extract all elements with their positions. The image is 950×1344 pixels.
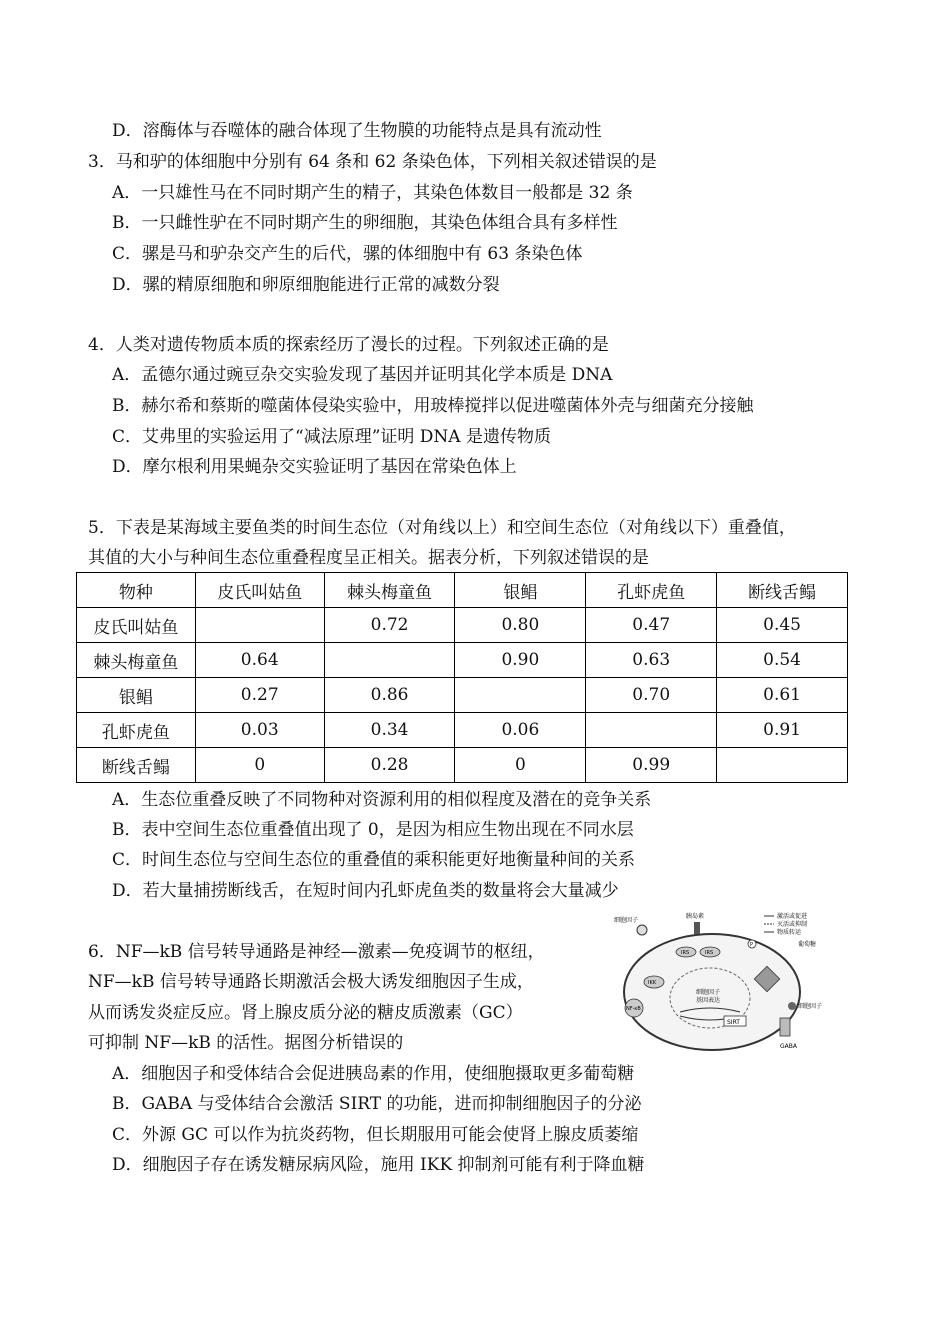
q6-stem-line3: 从而诱发炎症反应。肾上腺皮质分泌的糖皮质激素（GC） [88,1003,523,1023]
table-header-cell: 物种 [77,573,196,608]
cytokine-out-icon [788,1002,796,1010]
table-cell: 0.27 [195,678,324,713]
q4-option-c: C．艾弗里的实验运用了“减法原理”证明 DNA 是遗传物质 [112,427,551,447]
phosphate-label: P [750,942,754,948]
q4-option-b: B．赫尔希和蔡斯的噬菌体侵染实验中，用玻棒搅拌以促进噬菌体外壳与细菌充分接触 [112,396,754,416]
irs-label-1: IRS [681,950,690,956]
table-header-cell: 棘头梅童鱼 [324,573,455,608]
table-cell: 0.72 [324,608,455,643]
legend-inhibit: 灭活或抑制 [777,921,808,928]
q3-stem: 3．马和驴的体细胞中分别有 64 条和 62 条染色体，下列相关叙述错误的是 [88,152,657,172]
table-cell: 0.63 [586,643,717,678]
insulin-label: 胰岛素 [686,913,705,920]
table-cell: 0.28 [324,748,455,783]
table-cell: 0.64 [195,643,324,678]
table-cell [324,643,455,678]
glucose-label: 葡萄糖 [798,941,817,948]
irs-label-2: IRS [705,950,714,956]
q3-option-b: B．一只雌性驴在不同时期产生的卵细胞，其染色体组合具有多样性 [112,213,618,233]
table-cell: 0.86 [324,678,455,713]
q6-stem-line2: NF—kB 信号转导通路长期激活会极大诱发细胞因子生成， [88,972,534,992]
table-cell [717,748,848,783]
ikk-label: IKK [648,980,657,986]
gaba-receptor-icon [780,1018,790,1036]
q5-option-b: B．表中空间生态位重叠值出现了 0，是因为相应生物出现在不同水层 [112,820,634,840]
legend-transport: 物质转运 [777,929,802,936]
table-cell: 0.34 [324,713,455,748]
q6-stem-line4: 可抑制 NF—kB 的活性。据图分析错误的 [88,1033,404,1053]
table-cell: 0.90 [455,643,586,678]
table-row [77,678,848,713]
table-cell: 0.54 [717,643,848,678]
sirt-label: SIRT [727,1019,740,1026]
cytokine-label: 细胞因子 [614,917,639,924]
q6-option-d: D．细胞因子存在诱发糖尿病风险，施用 IKK 抑制剂可能有利于降血糖 [112,1155,645,1175]
table-cell: 0 [195,748,324,783]
table-cell: 孔虾虎鱼 [77,713,196,748]
table-header-cell: 孔虾虎鱼 [586,573,717,608]
table-cell: 0 [455,748,586,783]
q6-stem-line1: 6．NF—kB 信号转导通路是神经—激素—免疫调节的枢纽， [88,942,545,962]
table-row [77,748,848,783]
table-row [77,643,848,678]
q4-option-a: A．孟德尔通过豌豆杂交实验发现了基因并证明其化学本质是 DNA [112,365,613,385]
niche-overlap-table [76,572,848,783]
table-header-row [77,573,848,608]
table-cell: 0.61 [717,678,848,713]
q5-stem-line2: 其值的大小与种间生态位重叠程度呈正相关。据表分析，下列叙述错误的是 [88,548,649,568]
table-cell: 0.70 [586,678,717,713]
table-cell: 0.03 [195,713,324,748]
table-row [77,608,848,643]
insulin-receptor-icon [694,922,700,934]
table-cell: 断线舌鳎 [77,748,196,783]
q3-option-c: C．骡是马和驴杂交产生的后代，骡的体细胞中有 63 条染色体 [112,244,583,264]
q2-option-d: D．溶酶体与吞噬体的融合体现了生物膜的功能特点是具有流动性 [112,121,602,141]
table-header-cell: 断线舌鳎 [717,573,848,608]
table-cell: 0.91 [717,713,848,748]
table-cell: 银鲳 [77,678,196,713]
nfkb-pathway-diagram [612,908,842,1058]
gaba-label: GABA [780,1043,797,1050]
cytokine-out-label: 细胞因子 [798,1003,823,1010]
gene-label: 细胞因子 [696,989,721,996]
table-cell: 0.80 [455,608,586,643]
table-cell: 0.47 [586,608,717,643]
table-cell: 0.06 [455,713,586,748]
table-cell [195,608,324,643]
table-cell [455,678,586,713]
cytokine-receptor-icon [637,925,647,935]
q5-stem-line1: 5．下表是某海域主要鱼类的时间生态位（对角线以上）和空间生态位（对角线以下）重叠值， [88,518,796,538]
table-row [77,713,848,748]
legend-activate: 激活或促进 [777,913,808,920]
table-header-cell: 皮氏叫姑鱼 [195,573,324,608]
table-cell [586,713,717,748]
q3-option-d: D．骡的精原细胞和卵原细胞能进行正常的减数分裂 [112,275,500,295]
table-cell: 皮氏叫姑鱼 [77,608,196,643]
table-cell: 0.45 [717,608,848,643]
q6-option-b: B．GABA 与受体结合会激活 SIRT 的功能，进而抑制细胞因子的分泌 [112,1094,642,1114]
table-header-cell: 银鲳 [455,573,586,608]
table-cell: 棘头梅童鱼 [77,643,196,678]
q4-option-d: D．摩尔根利用果蝇杂交实验证明了基因在常染色体上 [112,457,517,477]
table-cell: 0.99 [586,748,717,783]
q5-option-d: D．若大量捕捞断线舌，在短时间内孔虾虎鱼类的数量将会大量减少 [112,881,619,901]
q6-option-a: A．细胞因子和受体结合会促进胰岛素的作用，使细胞摄取更多葡萄糖 [112,1064,635,1084]
q3-option-a: A．一只雄性马在不同时期产生的精子，其染色体数目一般都是 32 条 [112,183,633,203]
gene-expression-label: 基因表达 [696,997,721,1004]
q4-stem: 4．人类对遗传物质本质的探索经历了漫长的过程。下列叙述正确的是 [88,335,609,355]
q5-option-a: A．生态位重叠反映了不同物种对资源利用的相似程度及潜在的竞争关系 [112,790,652,810]
nfkb-label: NF-κB [626,1006,641,1012]
q6-option-c: C．外源 GC 可以作为抗炎药物，但长期服用可能会使肾上腺皮质萎缩 [112,1125,639,1145]
q5-option-c: C．时间生态位与空间生态位的重叠值的乘积能更好地衡量种间的关系 [112,850,636,870]
